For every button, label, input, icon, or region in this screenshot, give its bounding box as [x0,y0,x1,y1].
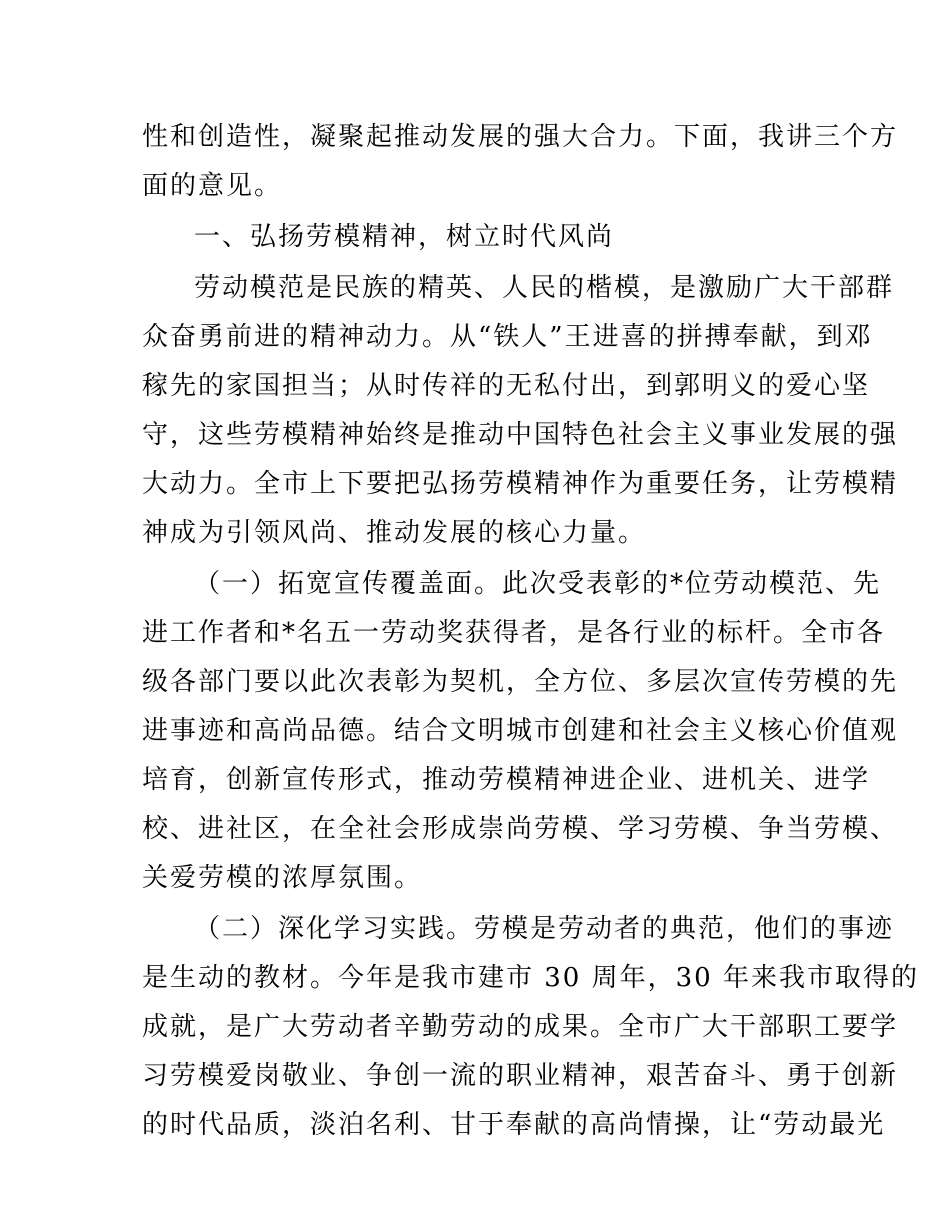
document-body [142,113,919,1150]
text-line: 守，这些劳模精神始终是推动中国特色社会主义事业发展的强 [142,420,899,450]
text-line: 校、进社区，在全社会形成崇尚劳模、学习劳模、争当劳模、 [142,814,899,844]
text-line: 的时代品质，淡泊名利、甘于奉献的高尚情操，让“劳动最光 [142,1110,886,1140]
text-line: 面的意见。 [142,171,283,201]
text-line: 稼先的家国担当；从时传祥的无私付出，到郭明义的爱心坚 [142,371,871,401]
paragraph-first-line: （一）拓宽宣传覆盖面。此次受表彰的*位劳动模范、先 [194,569,882,599]
text-line: 进工作者和*名五一劳动奖获得者，是各行业的标杆。全市各 [142,618,886,648]
text-line: 是生动的教材。今年是我市建市 30 周年，30 年来我市取得的 [142,963,919,993]
text-line: 成就，是广大劳动者辛勤劳动的成果。全市广大干部职工要学 [142,1012,899,1042]
paragraph-first-line: （二）深化学习实践。劳模是劳动者的典范，他们的事迹 [194,914,895,944]
text-line: 培育，创新宣传形式，推动劳模精神进企业、进机关、进学 [142,765,871,795]
paragraph-first-line: 劳动模范是民族的精英、人民的楷模，是激励广大干部群 [194,273,895,303]
text-line: 习劳模爱岗敬业、争创一流的职业精神，艰苦奋斗、勇于创新 [142,1061,899,1091]
text-line: 神成为引领风尚、推动发展的核心力量。 [142,518,647,548]
section-heading: 一、弘扬劳模精神，树立时代风尚 [194,222,615,252]
text-line: 级各部门要以此次表彰为契机，全方位、多层次宣传劳模的先 [142,667,899,697]
text-line: 进事迹和高尚品德。结合文明城市创建和社会主义核心价值观 [142,716,899,746]
text-line: 关爱劳模的浓厚氛围。 [142,863,423,893]
text-line: 大动力。全市上下要把弘扬劳模精神作为重要任务，让劳模精 [142,469,899,499]
text-line: 性和创造性，凝聚起推动发展的强大合力。下面，我讲三个方 [142,122,899,152]
text-line: 众奋勇前进的精神动力。从“铁人”王进喜的拼搏奉献，到邓 [142,322,873,352]
